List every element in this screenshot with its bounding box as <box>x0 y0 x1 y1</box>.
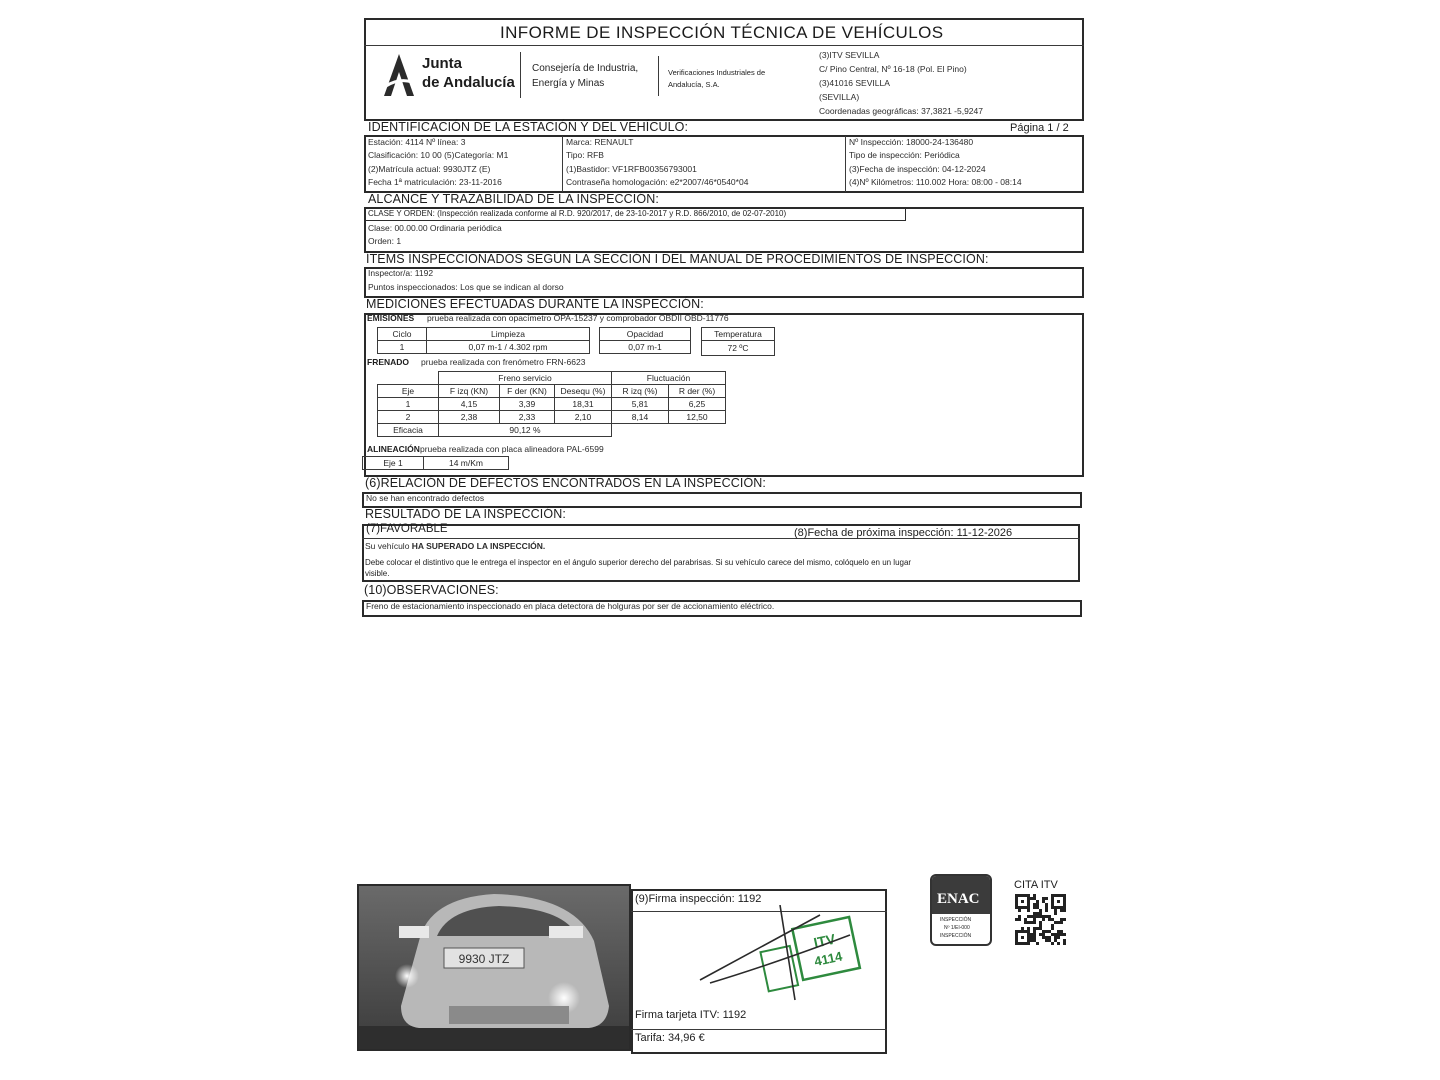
frenado-cell: 18,31 <box>555 398 612 411</box>
frenado-cell: 2,38 <box>439 411 500 424</box>
id-field: Fecha 1ª matriculación: 23-11-2016 <box>368 177 502 187</box>
frenado-cell: 3,39 <box>500 398 555 411</box>
resultado-line3: visible. <box>365 569 390 578</box>
frenado-table <box>377 371 726 437</box>
frenado-group-header: Fluctuación <box>612 372 726 385</box>
alcance-line: CLASE Y ORDEN: (Inspección realizada conforme al R.D. 920/2017, de 23-10-2017 y R.D. 866/2010, de 02-07-2010) <box>368 209 787 218</box>
frenado-header: R izq (%) <box>612 385 669 398</box>
alineacion-table <box>362 456 509 470</box>
station-line: (SEVILLA) <box>819 92 860 102</box>
emisiones-label: EMISIONES <box>367 313 415 323</box>
alineacion-eje: Eje 1 <box>363 457 424 470</box>
emisiones-header: Temperatura <box>702 328 775 341</box>
section-heading-defectos: (6)RELACIÓN DE DEFECTOS ENCONTRADOS EN LA INSPECCIÓN: <box>365 476 766 490</box>
stamp-itv: ITV <box>812 930 837 951</box>
station-line: (3)41016 SEVILLA <box>819 78 890 88</box>
items-line: Puntos inspeccionados: Los que se indican al dorso <box>368 282 564 292</box>
section-heading-alcance: ALCANCE Y TRAZABILIDAD DE LA INSPECCIÓN: <box>368 192 659 206</box>
emisiones-table <box>377 327 590 354</box>
frenado-header: F izq (KN) <box>439 385 500 398</box>
signature-stamp-icon <box>690 905 890 1005</box>
emisiones-text: prueba realizada con opacímetro OPA-15237 y comprobador OBDII OBD-11776 <box>427 313 729 323</box>
emisiones-header: Limpieza <box>427 328 590 341</box>
section-heading-identificacion: IDENTIFICACIÓN DE LA ESTACIÓN Y DEL VEHÍCULO: <box>368 120 689 134</box>
resultado-line2: Debe colocar el distintivo que le entrega el inspector en el ángulo superior derecho del parabrisas. Si su vehículo carece del mismo, colóquelo en un lugar <box>365 558 912 567</box>
station-line: C/ Pino Central, Nº 16-18 (Pol. El Pino) <box>819 64 967 74</box>
eficacia-label: Eficacia <box>378 424 439 437</box>
alcance-line: Clase: 00.00.00 Ordinaria periódica <box>368 223 502 233</box>
id-field: (3)Fecha de inspección: 04-12-2024 <box>849 164 986 174</box>
frenado-cell: 8,14 <box>612 411 669 424</box>
consejeria-line2: Energía y Minas <box>532 78 605 89</box>
consejeria-line1: Consejería de Industria, <box>532 63 639 74</box>
id-field: Tipo: RFB <box>566 150 604 160</box>
id-field: Contraseña homologación: e2*2007/46*0540*04 <box>566 177 749 187</box>
enac-small-text: INSPECCIÓN <box>940 933 972 939</box>
enac-badge <box>930 874 992 946</box>
emisiones-header: Ciclo <box>378 328 427 341</box>
station-line: Coordenadas geográficas: 37,3821 -5,9247 <box>819 106 983 116</box>
id-field: (2)Matrícula actual: 9930JTZ (E) <box>368 164 491 174</box>
station-line: (3)ITV SEVILLA <box>819 50 880 60</box>
opacidad-table <box>599 327 691 354</box>
section-heading-mediciones: MEDICIONES EFECTUADAS DURANTE LA INSPECCIÓN: <box>366 297 704 311</box>
emisiones-cell: 0,07 m-1 / 4.302 rpm <box>427 341 590 354</box>
resultado-status: (7)FAVORABLE <box>366 523 448 535</box>
veiasa-line2: Andalucía, S.A. <box>668 80 720 89</box>
defectos-line: No se han encontrado defectos <box>366 493 485 503</box>
frenado-text: prueba realizada con frenómetro FRN-6623 <box>421 357 586 367</box>
eficacia-value: 90,12 % <box>439 424 612 437</box>
alcance-line: Orden: 1 <box>368 236 402 246</box>
frenado-header: R der (%) <box>669 385 726 398</box>
temperatura-table <box>701 327 775 356</box>
firma-tarjeta-label: Firma tarjeta ITV: 1192 <box>635 1009 747 1021</box>
id-field: Marca: RENAULT <box>566 137 634 147</box>
vehicle-rear-icon <box>359 886 631 1051</box>
vehicle-photo <box>357 884 631 1051</box>
frenado-cell: 6,25 <box>669 398 726 411</box>
enac-small-text: INSPECCIÓN <box>940 917 972 923</box>
items-line: Inspector/a: 1192 <box>368 268 434 278</box>
emisiones-cell: 72 ºC <box>702 341 775 356</box>
stamp-number: 4114 <box>812 948 844 970</box>
enac-small-text: Nº 1/EI-000 <box>944 925 970 931</box>
frenado-label: FRENADO <box>367 357 410 367</box>
frenado-group-header: Freno servicio <box>439 372 612 385</box>
veiasa-line1: Verificaciones Industriales de <box>668 68 766 77</box>
firma-inspeccion-label: (9)Firma inspección: 1192 <box>635 893 762 905</box>
resultado-next-date: (8)Fecha de próxima inspección: 11-12-2026 <box>794 527 1013 539</box>
emisiones-cell: 1 <box>378 341 427 354</box>
alineacion-text: prueba realizada con placa alineadora PAL-6599 <box>420 444 604 454</box>
observaciones-line: Freno de estacionamiento inspeccionado en placa detectora de holguras por ser de accionamiento eléctrico. <box>366 601 775 611</box>
resultado-line1: Su vehículo HA SUPERADO LA INSPECCIÓN. <box>365 541 546 551</box>
emisiones-header: Opacidad <box>600 328 691 341</box>
id-field: Estación: 4114 Nº línea: 3 <box>368 137 466 147</box>
frenado-cell: 12,50 <box>669 411 726 424</box>
page-number: Página 1 / 2 <box>1010 122 1069 134</box>
junta-logo-icon <box>378 52 420 98</box>
id-field: (1)Bastidor: VF1RFB00356793001 <box>566 164 697 174</box>
section-heading-observaciones: (10)OBSERVACIONES: <box>364 583 499 597</box>
frenado-cell: 5,81 <box>612 398 669 411</box>
license-plate-text: 9930 JTZ <box>458 952 510 966</box>
id-field: (4)Nº Kilómetros: 110.002 Hora: 08:00 - 08:14 <box>849 177 1022 187</box>
enac-label: ENAC <box>937 891 980 907</box>
section-heading-resultado: RESULTADO DE LA INSPECCIÓN: <box>365 507 566 521</box>
qr-code-icon <box>1015 894 1066 945</box>
logo-line1: Junta <box>422 55 463 72</box>
alineacion-value: 14 m/Km <box>424 457 509 470</box>
frenado-cell: 2,33 <box>500 411 555 424</box>
emisiones-cell: 0,07 m-1 <box>600 341 691 354</box>
logo-line2: de Andalucía <box>422 74 515 91</box>
frenado-header: Eje <box>378 385 439 398</box>
id-field: Tipo de inspección: Periódica <box>849 150 960 160</box>
cita-itv-label: CITA ITV <box>1014 879 1058 891</box>
id-field: Nº Inspección: 18000-24-136480 <box>849 137 974 147</box>
section-heading-items: ÍTEMS INSPECCIONADOS SEGÚN LA SECCIÓN I DEL MANUAL DE PROCEDIMIENTOS DE INSPECCIÓN: <box>366 252 989 266</box>
tarifa-label: Tarifa: 34,96 € <box>635 1032 705 1044</box>
document-title: INFORME DE INSPECCIÓN TÉCNICA DE VEHÍCULOS <box>500 23 944 42</box>
table-row <box>378 398 726 411</box>
id-field: Clasificación: 10 00 (5)Categoría: M1 <box>368 150 509 160</box>
frenado-cell: 1 <box>378 398 439 411</box>
alineacion-label: ALINEACIÓN <box>367 444 420 454</box>
frenado-cell: 4,15 <box>439 398 500 411</box>
frenado-cell: 2,10 <box>555 411 612 424</box>
frenado-header: Desequ (%) <box>555 385 612 398</box>
frenado-header: F der (KN) <box>500 385 555 398</box>
frenado-cell: 2 <box>378 411 439 424</box>
table-row <box>378 411 726 424</box>
